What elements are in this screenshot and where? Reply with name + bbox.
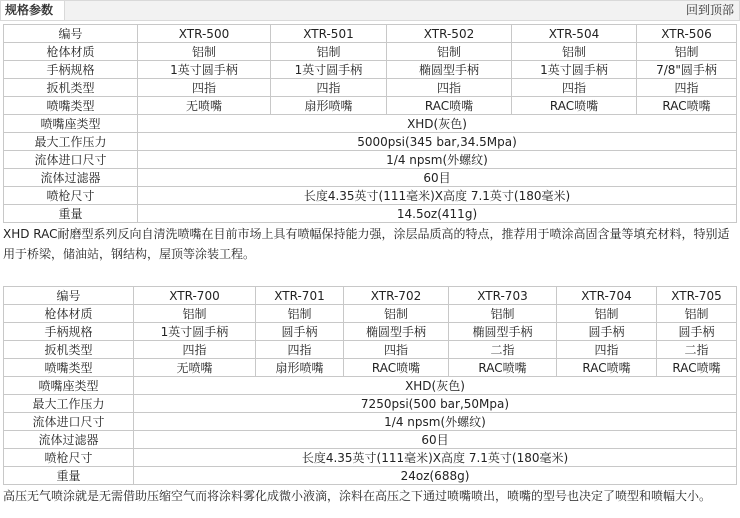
- model-name: XTR-504: [512, 25, 637, 43]
- spec-value: 椭圆型手柄: [344, 323, 449, 341]
- row-label: 最大工作压力: [4, 133, 138, 151]
- row-label: 枪体材质: [4, 43, 138, 61]
- spec-value: 二指: [449, 341, 557, 359]
- row-label: 流体进口尺寸: [4, 413, 134, 431]
- row-label: 流体进口尺寸: [4, 151, 138, 169]
- spec-value: 7/8"圆手柄: [637, 61, 737, 79]
- spec-row-merged: [4, 449, 737, 467]
- row-label: 手柄规格: [4, 61, 138, 79]
- model-name: XTR-700: [134, 287, 256, 305]
- spec-row: [4, 341, 737, 359]
- row-label: 编号: [4, 287, 134, 305]
- spec-value: 1英寸圆手柄: [134, 323, 256, 341]
- spec-value: 扇形喷嘴: [256, 359, 344, 377]
- spec-value: 铝制: [271, 43, 387, 61]
- spec-value: 铝制: [344, 305, 449, 323]
- spec-row: [4, 97, 737, 115]
- spec-value: 铝制: [512, 43, 637, 61]
- spec-value: RAC喷嘴: [637, 97, 737, 115]
- spec-value: 5000psi(345 bar,34.5Mpa): [138, 133, 737, 151]
- spec-value: RAC喷嘴: [344, 359, 449, 377]
- spec-value: 四指: [387, 79, 512, 97]
- spec-value: 扇形喷嘴: [271, 97, 387, 115]
- spec-value: 铝制: [138, 43, 271, 61]
- spec-value: 四指: [344, 341, 449, 359]
- spec-row-merged: [4, 187, 737, 205]
- spec-value: RAC喷嘴: [512, 97, 637, 115]
- spec-row: [4, 43, 737, 61]
- row-label: 手柄规格: [4, 323, 134, 341]
- spec-value: 二指: [657, 341, 737, 359]
- row-label: 编号: [4, 25, 138, 43]
- spec-row: [4, 79, 737, 97]
- section-title: 规格参数: [1, 1, 65, 20]
- back-to-top-link[interactable]: 回到顶部: [685, 3, 734, 17]
- row-label: 流体过滤器: [4, 169, 138, 187]
- spec-value: 铝制: [449, 305, 557, 323]
- spec-row-merged: [4, 431, 737, 449]
- spec-row-merged: [4, 205, 737, 223]
- spec-value: 铝制: [557, 305, 657, 323]
- spec-value: 60目: [138, 169, 737, 187]
- spec-value: 60目: [134, 431, 737, 449]
- row-label: 喷枪尺寸: [4, 449, 134, 467]
- model-name: XTR-703: [449, 287, 557, 305]
- spec-table-xtr-500: [3, 24, 737, 223]
- spec-value: 24oz(688g): [134, 467, 737, 485]
- model-header-row: [4, 25, 737, 43]
- row-label: 扳机类型: [4, 341, 134, 359]
- table-note: 高压无气喷涂就是无需借助压缩空气而将涂料雾化成微小液滴，涂料在高压之下通过喷嘴喷出，喷嘴的型号也决定了喷型和喷幅大小。: [3, 489, 712, 503]
- spec-value: 圆手柄: [557, 323, 657, 341]
- model-name: XTR-500: [138, 25, 271, 43]
- spec-value: 椭圆型手柄: [387, 61, 512, 79]
- spec-value: 铝制: [657, 305, 737, 323]
- spec-row-merged: [4, 377, 737, 395]
- spec-value: 无喷嘴: [134, 359, 256, 377]
- spec-value: 圆手柄: [657, 323, 737, 341]
- row-label: 喷嘴类型: [4, 359, 134, 377]
- spec-value: RAC喷嘴: [449, 359, 557, 377]
- spec-row-merged: [4, 151, 737, 169]
- spec-value: 无喷嘴: [138, 97, 271, 115]
- spec-value: 椭圆型手柄: [449, 323, 557, 341]
- model-name: XTR-705: [657, 287, 737, 305]
- spec-row: [4, 61, 737, 79]
- spec-value: 长度4.35英寸(111毫米)X高度 7.1英寸(180毫米): [138, 187, 737, 205]
- row-label: 扳机类型: [4, 79, 138, 97]
- spec-value: 1/4 npsm(外螺纹): [138, 151, 737, 169]
- spec-row-merged: [4, 169, 737, 187]
- spec-value: 1英寸圆手柄: [271, 61, 387, 79]
- spec-value: 四指: [134, 341, 256, 359]
- spec-row-merged: [4, 395, 737, 413]
- model-name: XTR-502: [387, 25, 512, 43]
- spec-value: 四指: [271, 79, 387, 97]
- spec-value: 铝制: [637, 43, 737, 61]
- spec-value: 圆手柄: [256, 323, 344, 341]
- spec-row-merged: [4, 467, 737, 485]
- row-label: 枪体材质: [4, 305, 134, 323]
- spec-value: 四指: [138, 79, 271, 97]
- spec-row: [4, 359, 737, 377]
- spec-row: [4, 305, 737, 323]
- spec-value: 铝制: [387, 43, 512, 61]
- spec-value: 四指: [637, 79, 737, 97]
- spec-row: [4, 323, 737, 341]
- section-header: [0, 0, 740, 21]
- spec-value: 四指: [256, 341, 344, 359]
- model-name: XTR-506: [637, 25, 737, 43]
- spec-row-merged: [4, 413, 737, 431]
- spec-value: 1/4 npsm(外螺纹): [134, 413, 737, 431]
- spec-row-merged: [4, 115, 737, 133]
- spec-value: 铝制: [256, 305, 344, 323]
- spec-value: 四指: [557, 341, 657, 359]
- spec-value: XHD(灰色): [134, 377, 737, 395]
- row-label: 流体过滤器: [4, 431, 134, 449]
- spec-value: RAC喷嘴: [557, 359, 657, 377]
- row-label: 最大工作压力: [4, 395, 134, 413]
- spec-value: RAC喷嘴: [387, 97, 512, 115]
- row-label: 喷嘴类型: [4, 97, 138, 115]
- spec-value: XHD(灰色): [138, 115, 737, 133]
- spec-value: 1英寸圆手柄: [512, 61, 637, 79]
- spec-value: 四指: [512, 79, 637, 97]
- model-name: XTR-701: [256, 287, 344, 305]
- row-label: 重量: [4, 467, 134, 485]
- model-name: XTR-704: [557, 287, 657, 305]
- model-name: XTR-501: [271, 25, 387, 43]
- table-note: XHD RAC耐磨型系列反向自清洗喷嘴在目前市场上具有喷幅保持能力强，涂层品质高的特点，推荐用于喷涂高固含量等填充材料，特别适用于桥梁，储油站，钢结构，屋顶等涂装工程。: [3, 227, 730, 261]
- spec-row-merged: [4, 133, 737, 151]
- spec-value: 7250psi(500 bar,50Mpa): [134, 395, 737, 413]
- model-name: XTR-702: [344, 287, 449, 305]
- row-label: 喷嘴座类型: [4, 115, 138, 133]
- spec-table-xtr-700: [3, 286, 737, 485]
- row-label: 重量: [4, 205, 138, 223]
- spec-value: 1英寸圆手柄: [138, 61, 271, 79]
- row-label: 喷嘴座类型: [4, 377, 134, 395]
- spec-value: 14.5oz(411g): [138, 205, 737, 223]
- spec-value: 长度4.35英寸(111毫米)X高度 7.1英寸(180毫米): [134, 449, 737, 467]
- spec-value: 铝制: [134, 305, 256, 323]
- spec-value: RAC喷嘴: [657, 359, 737, 377]
- row-label: 喷枪尺寸: [4, 187, 138, 205]
- model-header-row: [4, 287, 737, 305]
